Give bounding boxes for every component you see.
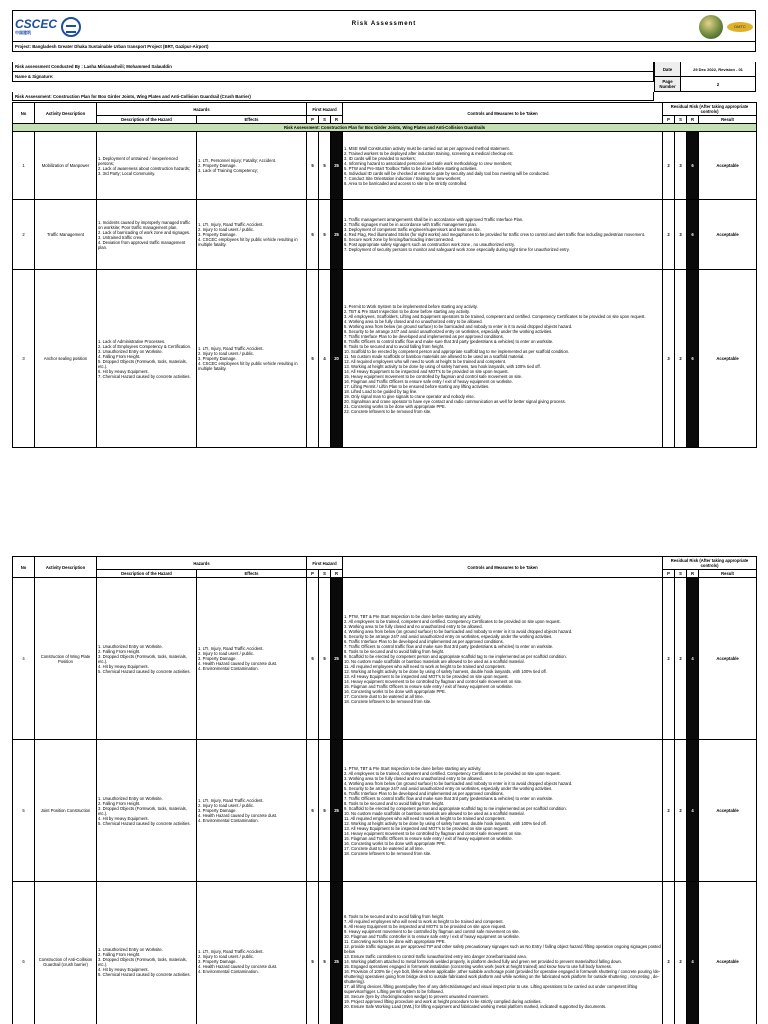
row-s: 5 [319,740,331,882]
col-s: S [319,116,331,124]
col-rp: P [663,570,675,578]
col-rp: P [663,116,675,124]
document-header [12,10,756,42]
col-activity: Activity Description [35,557,97,578]
row-rr: 6 [687,270,699,448]
row-rr: 6 [687,132,699,200]
row-rs: 3 [675,132,687,200]
row-rp: 2 [663,882,675,1024]
page-value: 2 [716,81,720,87]
row-s: 5 [319,882,331,1024]
row-effects: 1. LTI, Injury, Road Traffic Accident. 2. Injury to road users / public. 3. Property Damage. 4. Health Hazard caused by concrete dust. 4. Environmental Contamination. [197,740,307,882]
row-activity: Traffic Management [35,200,97,270]
col-rs: S [675,570,687,578]
row-rr: 6 [687,200,699,270]
row-p: 5 [307,578,319,740]
col-residual: Residual Risk (After taking appropriate controls) [663,557,757,570]
row-activity: Construction of Anti-Collision Guardrail (crush barrier) [35,882,97,1024]
col-hazards: Hazards [97,557,307,570]
row-result: Acceptable [699,200,757,270]
col-rr: R [687,570,699,578]
col-hazards: Hazards [97,103,307,116]
table-row [13,270,757,448]
date-label: Date [655,62,681,76]
row-activity: Joint Position Construction [35,740,97,882]
row-effects: 1. LTI, Personnel Injury; Fatality; Accident. 2. Property Damage. 3. Lack of Training Competency; [197,132,307,200]
row-hazard: 1. Unauthorized Entry on Worksite. 2. Falling From Height. 3. Dropped Objects (Formwork, tools, materials, etc.). 4. Hit by Heavy Equipment. 5. Chemical Hazard caused by concrete activities. [97,740,197,882]
col-r: R [331,570,343,578]
table-banner: Risk Assessment: Construction Plan for Box Girder Joints, Wing Plates and Anti-Collision Guardrails [13,124,757,132]
row-result: Acceptable [699,740,757,882]
table-row [13,578,757,740]
table-row [13,740,757,882]
row-rp: 2 [663,578,675,740]
col-p: P [307,116,319,124]
row-controls: 1. Traffic management arrangements shall be in accordance with approved Traffic Interface Plan. 2. Traffic signages must be in accordance with traffic management plan. 3. Deployment of competent traffic engineer/supervisors and team on site. 4. Red Flag, Red illuminated Sticks (for night works) and megaphones to be provided for traffic crew to control and alert traffic flow including pedestrian movement. 5. Secure work zone by fencing/barricading interconnected. 6. Post appropriate safety signage's such as construction work zone , no unauthorized entry. 7. Deployment of security persons to monitor and safeguard work zone especially during night time for unauthorized entry. [343,200,663,270]
conducted-by-line: Risk assessment Conducted By : Lasha Mirianashvili; Mohammed Salauddin [12,62,654,72]
row-p: 5 [307,882,319,1024]
project-line: Project: Bangladesh Greater Dhaka Sustainable Urban transport Project (BRT, Gazipur-Airport) [12,42,756,52]
row-no: 2 [13,200,35,270]
col-no: No [13,557,35,578]
row-activity: Anchor sealing position [35,270,97,448]
col-p: P [307,570,319,578]
scope-line: Risk Assessment: Construction Plan for Box Girder Joints, Wing Plates and Anti-Collision Guardrail (Crush Barrier) [12,92,654,101]
col-activity: Activity Description [35,103,97,124]
document-title: Risk Assessment [351,21,417,27]
row-no: 5 [13,740,35,882]
row-rp: 2 [663,200,675,270]
row-rr: 4 [687,578,699,740]
col-rr: R [687,116,699,124]
row-s: 5 [319,578,331,740]
row-rp: 3 [663,270,675,448]
row-effects: 1. LTI, Injury, Road Traffic Accident. 2. Injury to road users / public. 3. Property Damage. 4. Health Hazard caused by concrete dust. 4. Environmental Contamination. [197,578,307,740]
table-row [13,882,757,1024]
row-no: 6 [13,882,35,1024]
row-effects: 1. LTI, Injury, Road Traffic Accident. 2. Injury to road users / public. 3. Property Damage. 4. CSCEC employees hit by public vehicle resulting in multiple fatality. [197,200,307,270]
row-activity: Mobilization of Manpower [35,132,97,200]
row-rp: 2 [663,132,675,200]
row-p: 5 [307,740,319,882]
row-result: Acceptable [699,578,757,740]
row-result: Acceptable [699,270,757,448]
col-residual: Residual Risk (After taking appropriate controls) [663,103,757,116]
date-page-box [654,62,756,92]
row-r: 25 [331,740,343,882]
row-effects: 1. LTI, Injury, Road Traffic Accident. 2. Injury to road users / public. 3. Property Damage. 4. CSCEC employees hit by public vehicle resulting in multiple fatality. [197,270,307,448]
row-controls: 1. MSE Wall Construction activity must be carried out as per approved method statement. 2. Trained workers to be deployed after induction training, screening & medical checkup etc. 3. ID cards will be provided to workers; 4. Informing hazard to associated personnel and safe work methodology to crew members; 5. PTW and Pre-Start Toolbox Talks to be done before starting activities. 6. Individual ID cards will be checked at entrance gate by security and daily tool box meeting will be conducted. 7. Conduct Site Orientation induction / training for new workers; 8. Area to be barricaded and access to site to be strictly controlled. [343,132,663,200]
row-no: 1 [13,132,35,200]
page-label: Page Number [655,77,681,91]
row-hazard: 1. Lack of Administrative Processes. 2. Lack of Employees Competency & Certification. 3. Unauthorized Entry on Worksite. 4. Falling From Height. 5. Dropped Objects (Formwork, tools, materials, etc.). 6. Hit by Heavy Equipment. 7. Chemical Hazard caused by concrete activities. [97,270,197,448]
col-r: R [331,116,343,124]
row-rr: 4 [687,740,699,882]
col-rs: S [675,116,687,124]
row-rp: 2 [663,740,675,882]
risk-table-page-2 [12,556,757,1024]
col-controls: Controls and Measures to be Taken [343,103,663,124]
dmtc-logo: DMTC [727,22,753,32]
row-s: 5 [319,200,331,270]
row-controls: 1. PTW, TBT & Pre Start Inspection to be done before starting any activity. 2. All employees to be trained, competent and certified. Competency Certificates to be provided on site upon request. 3. Working area to be fully closed and no unauthorized entry to be allowed. 4. Working area from below (on ground surface) to be barricaded and nobody to enter in it to avoid dropped objects hazard. 5. Security to be arrange 24/7 and avoid unauthorized entry on worksites, especially under the working activities. 6. Traffic Interface Plan to be developed and implemented as per approved conditions. 7. Traffic Officers to control traffic flow and make sure that 3rd party (pedestrians & vehicles) to enter on worksite. 8. Tools to be secured and to avoid falling from height. 9. Scaffold to be erected by competent person and appropriate scaffold tag to me implemented as per scaffold condition. 10. No custom made scaffolds or bamboo materials are allowed to be used as a scaffold material. 11. All required employees who will need to work at height to be trained and competent. 12. Working at height activity to be done by using of safety harness, double hook lanyards, with 100% tied off. 13. All Heavy Equipment to be inspected and MOT's to be provided on site upon request. 14. Heavy equipment movement to be controlled by flagman and control safe movement on site. 15. Flagman and Traffic Officers to ensure safe entry / exit of heavy equipment on worksite. 16. Concreting works to be done with appropriate PPE. 17. Concrete dust to be watered at all time. 18. Concrete leftovers to be removed from site. [343,740,663,882]
document-page-2 [12,556,756,1024]
company-emblem-icon [61,17,81,37]
row-controls: 1. Permit to Work System to be implemented before starting any activity. 2. TBT & Pre Start Inspection to be done before starting any activity. 3. All employees, Scaffolders, Lifting and Equipment operators to be trained, competent and certified. Competency Certificates to be provided on site upon request. 4. Working area to be fully closed and no unauthorized entry to be allowed. 5. Working area from below (on ground surface) to be barricaded and nobody to enter in it to avoid dropped objects hazard. 6. Security to be arrange 24/7 and avoid unauthorized entry on worksites, especially under the working activities. 7. Traffic Interface Plan to be developed and implemented as per approved conditions. 8. Traffic Officers to control traffic flow and make sure that 3rd party (pedestrians & vehicles) to enter on worksite. 9. Tools to be secured and to avoid falling from height. 10. Scaffold to be erected by competent person and appropriate scaffold tag to me implemented as per scaffold condition. 11. No custom made scaffolds or bamboo materials are allowed to be used as a scaffold material. 12. All required employees who will need to work at height to be trained and competent. 13. Working at height activity to be done by using of safety harness, two hook lanyards, with 100% tied off. 14. All Heavy Equipment to be inspected and MOT's to be provided on site upon request. 15. Heavy equipment movement to be controlled by flagman and control safe movement on site. 16. Flagman and Traffic Officers to ensure safe entry / exit of heavy equipment on worksite. 17. Lifting Permit / Liftin Plan to be ensured before starting any lifting activities. 18. Lifted Load to be guided by tag line. 19. Only signal man to give signals to crane operator and nobody else. 20. Signalman and crane operator to have eye contact and radio communication as well for better signal giving process. 21. Concreting works to be done with appropriate PPE. 22. Concrete leftovers to be removed from site. [343,270,663,448]
row-rr: 4 [687,882,699,1024]
col-hazard-desc: Description of the Hazard [97,570,197,578]
col-controls: Controls and Measures to be Taken [343,557,663,578]
row-no: 4 [13,578,35,740]
col-result: Result [699,116,757,124]
cscec-logo: CSCEC 中国建筑 [15,13,81,41]
row-rs: 3 [675,200,687,270]
row-controls: 1. PTW, TBT & Pre Start Inspection to be done before starting any activity. 2. All employees to be trained, competent and certified. Competency Certificates to be provided on site upon request. 3. Working area to be fully closed and no unauthorized entry to be allowed. 4. Working area from below (on ground surface) to be barricaded and nobody to enter in it to avoid dropped objects hazard. 5. Security to be arrange 24/7 and avoid unauthorized entry on worksites, especially under the working activities. 6. Traffic Interface Plan to be developed and implemented as per approved conditions. 7. Traffic Officers to control traffic flow and make sure that 3rd party (pedestrians & vehicles) to enter on worksite. 8. Tools to be secured and to avoid falling from height. 9. Scaffold to be erected by competent person and appropriate scaffold tag to me implemented as per scaffold condition. 10. No custom made scaffolds or bamboo materials are allowed to be used as a scaffold material. 11. All required employees who will need to work at height to be trained and competent. 12. Working at height activity to be done by using of safety harness, double hook lanyards, with 100% tied off. 13. All Heavy Equipment to be inspected and MOT's to be provided on site upon request. 14. Heavy equipment movement to be controlled by flagman and control safe movement on site. 15. Flagman and Traffic Officers to ensure safe entry / exit of heavy equipment on worksite. 16. Concreting works to be done with appropriate PPE. 17. Concrete dust to be watered at all time. 18. Concrete leftovers to be removed from site. [343,578,663,740]
col-result: Result [699,570,757,578]
row-hazard: 1. Deployment of untrained / inexperienced persons; 2. Lack of awareness about construction hazards; 3. 3rd Party; Local Community. [97,132,197,200]
row-s: 4 [319,270,331,448]
col-s: S [319,570,331,578]
document-page-1 [12,10,756,454]
row-r: 25 [331,200,343,270]
col-first-hazard: First Hazard [307,557,343,570]
col-effects: Effects [197,116,307,124]
row-rs: 2 [675,270,687,448]
row-hazard: 1. Incidents caused by improperly managed traffic on worksite; Poor traffic management plan. 2. Lack of barricading of work zone and signages. 3. Untrained traffic crew. 4. Deviation from approved traffic management plan. [97,200,197,270]
risk-table-page-1 [12,102,757,448]
date-value: 29 Dec 2022, Revision - 01 [693,66,743,72]
row-rs: 2 [675,882,687,1024]
row-p: 5 [307,200,319,270]
row-p: 5 [307,132,319,200]
col-first-hazard: First Hazard [307,103,343,116]
col-no: No [13,103,35,124]
row-result: Acceptable [699,132,757,200]
row-p: 5 [307,270,319,448]
row-no: 3 [13,270,35,448]
row-controls: 6. Tools to be secured and to avoid falling from height. 7. All required employees who will need to work at height to be trained and competent. 8. All Heavy Equipment to be inspected and MOT's to be provided on site upon request. 9. Heavy equipment movement to be controlled by flagman and control safe movement on site. 10. Flagman and Traffic controller is to ensure safe entry / exit of heavy equipment on worksite. 11. Concreting works to be done with appropriate PPE. 12. provide traffic signages as per approved TIP and other safety precautionary signages such as No Entry / falling object hazard /lifting operation ongoing signages posted below 13. Ensure traffic controllers to control traffic /unauthorized entry into danger zone/barricaded area. 14. Working platform attached to metal formwork welded properly, is platform decked fully and green net provided to prevent material/tool falling down. 15. Engaged operatives engaged in formwork installation (concreting works work (work at height trained) and know how to use full body harness. 16. Provision of 100% tie ( eye bolt, lifeline where applicable ,other suitable anchorage point (provided for operative engaged in formwork shuttering / concrete pouring /de-shuttering) operatives going from bridge deck to outside fabricated work platform and while working on the fabricated work platform for outside shuttering , concreting , de-shuttering). 17. all lifting devices /lifting gears/pulley free of any defects/damaged and visual inspect prior to use. Lifting operations to be carried out under competent lifting supervisor/rigger. Lifting permit system to be followed. 18. Secure (tyre by chocking/wooden wedge) to prevent unwanted movement. 19. Project approved lifting procedure and work at height procedure to be strictly complied during activities. 20. Ensure Safe Working Load (SWL) for lifting equipment and fabricated working metal platform marked, indicated/ supported by documents. [343,882,663,1024]
partner-logos [699,13,753,41]
name-signature-line: Name & Signature: [12,72,654,82]
col-effects: Effects [197,570,307,578]
row-r: 25 [331,882,343,1024]
table-row [13,132,757,200]
row-hazard: 1. Unauthorized Entry on Worksite. 2. Falling From Height. 3. Dropped Objects (Formwork, tools, materials, etc.). 4. Hit by Heavy Equipment. 5. Chemical Hazard caused by concrete activities. [97,578,197,740]
row-r: 25 [331,578,343,740]
row-result: Acceptable [699,882,757,1024]
row-r: 20 [331,270,343,448]
row-r: 25 [331,132,343,200]
row-effects: 1. LTI, Injury, Road Traffic Accident. 2. Injury to road users / public. 3. Property Damage. 4. Health Hazard caused by concrete dust. 4. Environmental Contamination. [197,882,307,1024]
row-hazard: 1. Unauthorized Entry on Worksite. 2. Falling From Height. 3. Dropped Objects (Formwork, tools, materials, etc.). 4. Hit by Heavy Equipment. 5. Chemical Hazard caused by concrete activities. [97,882,197,1024]
row-activity: Construction of Wing Plate Position [35,578,97,740]
row-s: 5 [319,132,331,200]
table-row [13,200,757,270]
row-rs: 2 [675,578,687,740]
globe-logo-icon [699,15,723,39]
col-hazard-desc: Description of the Hazard [97,116,197,124]
row-rs: 2 [675,740,687,882]
